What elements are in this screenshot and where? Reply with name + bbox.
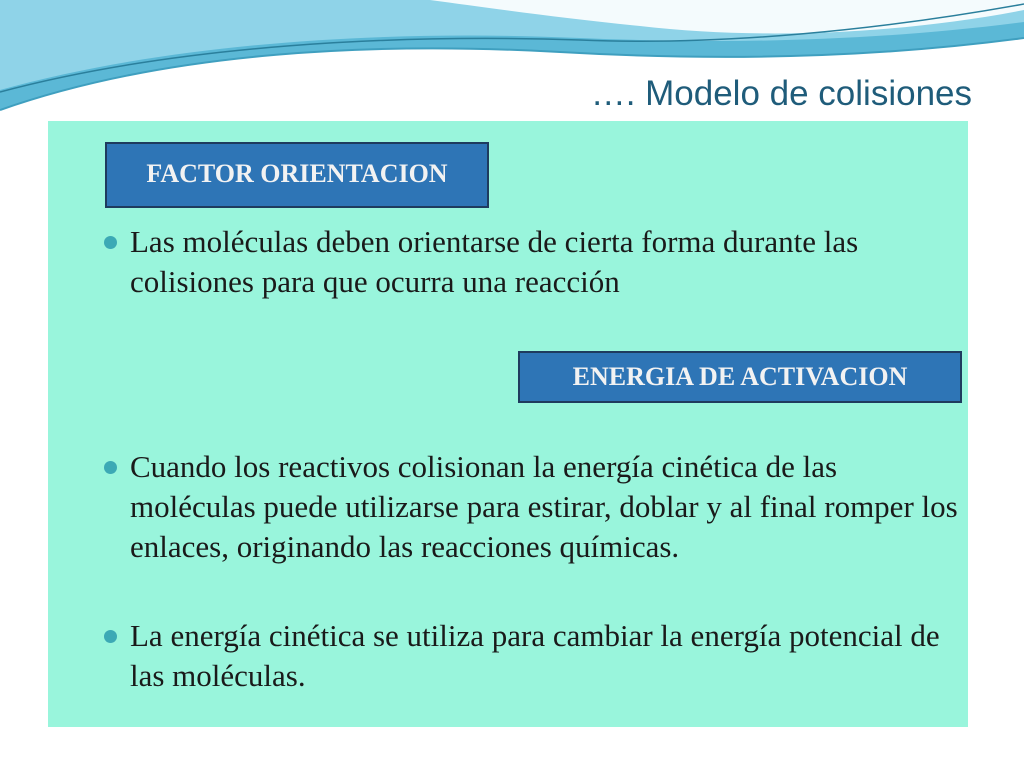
content-panel — [48, 121, 968, 727]
bullet-item: Cuando los reactivos colisionan la energía cinética de las moléculas puede utilizarse para estirar, doblar y al final romper los enlaces, originando las reacciones químicas. — [130, 447, 965, 567]
energia-activacion-label: ENERGIA DE ACTIVACION — [518, 351, 962, 403]
factor-orientacion-label: FACTOR ORIENTACION — [105, 142, 489, 208]
bullet-item: La energía cinética se utiliza para cambiar la energía potencial de las moléculas. — [130, 616, 965, 696]
bullet-item: Las moléculas deben orientarse de cierta forma durante las colisiones para que ocurra una reacción — [130, 222, 965, 302]
slide-title: …. Modelo de colisiones — [590, 74, 972, 113]
